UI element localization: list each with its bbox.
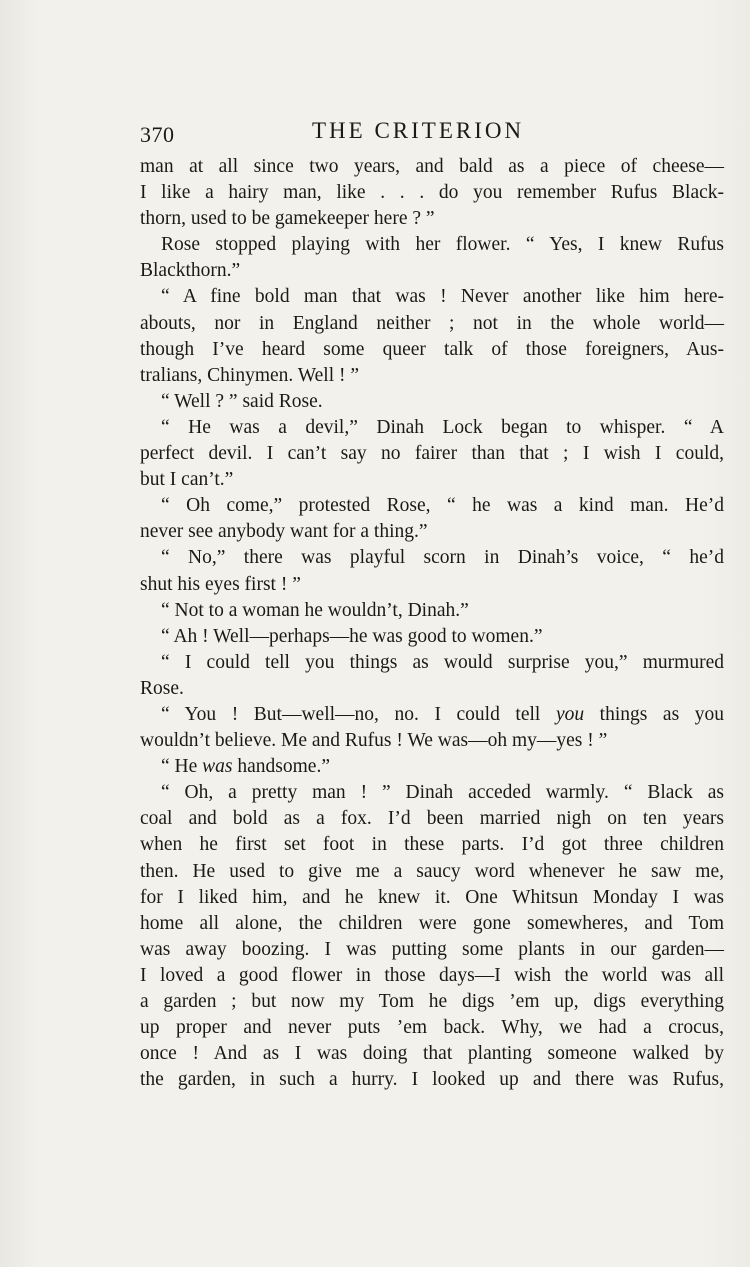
paragraph	[140, 415, 724, 493]
text-line: “ He was a devil,” Dinah Lock began to whisper. “ A	[161, 416, 724, 438]
text-line: wouldn’t believe. Me and Rufus ! We was—oh my—yes ! ”	[140, 730, 608, 752]
paragraph	[140, 284, 724, 388]
paragraph	[140, 754, 724, 780]
text-line: “ No,” there was playful scorn in Dinah’s voice, “ he’d	[161, 547, 724, 569]
emphasis: was	[202, 756, 233, 778]
paragraph	[140, 598, 724, 624]
text-line: tralians, Chinymen. Well ! ”	[140, 364, 360, 386]
text-line: home all alone, the children were gone somewheres, and Tom	[140, 912, 724, 934]
text-line: “ Oh, a pretty man ! ” Dinah acceded warmly. “ Black as	[161, 782, 724, 804]
text-line: never see anybody want for a thing.”	[140, 521, 428, 543]
page-header	[140, 118, 725, 148]
text-line: a garden ; but now my Tom he digs ’em up, digs everything	[140, 991, 724, 1012]
text-line: then. He used to give me a saucy word whenever he saw me,	[140, 860, 724, 882]
text-line: perfect devil. I can’t say no fairer than that ; I wish I could,	[140, 443, 724, 465]
text-line: abouts, nor in England neither ; not in the whole world—	[140, 312, 724, 334]
text-line: “ I could tell you things as would surprise you,” murmured	[161, 651, 724, 673]
text-line: I like a hairy man, like . . . do you remember Rufus Black-	[140, 182, 724, 204]
text-line: though I’ve heard some queer talk of those foreigners, Aus-	[140, 338, 724, 360]
paragraph	[140, 389, 724, 415]
text-line: “ Well ? ” said Rose.	[161, 390, 323, 412]
text-line: shut his eyes first ! ”	[140, 573, 301, 595]
paragraph	[140, 624, 724, 650]
text-line: when he first set foot in these parts. I’d got three children	[140, 834, 724, 856]
text-line: for I liked him, and he knew it. One Whitsun Monday I was	[140, 886, 724, 908]
text-line: was away boozing. I was putting some plants in our garden—	[140, 938, 724, 960]
text-line: once ! And as I was doing that planting someone walked by	[140, 1043, 724, 1065]
text-line: “ A fine bold man that was ! Never another like him here-	[161, 286, 724, 308]
page-number: 370	[140, 122, 175, 147]
text-line: coal and bold as a fox. I’d been married nigh on ten years	[140, 808, 724, 830]
text-line: Rose.	[140, 677, 184, 699]
paragraph	[140, 545, 724, 597]
text-line: Blackthorn.”	[140, 260, 241, 282]
paragraph	[140, 702, 724, 754]
text-line: “ He was handsome.”	[161, 756, 330, 778]
text-line: the garden, in such a hurry. I looked up and there was Rufus,	[140, 1069, 724, 1091]
text-line: “ Not to a woman he wouldn’t, Dinah.”	[161, 599, 469, 621]
text-line: but I can’t.”	[140, 469, 234, 491]
text-line: man at all since two years, and bald as a piece of cheese—	[140, 156, 724, 177]
body-text	[140, 154, 724, 1093]
running-title: THE CRITERION	[312, 118, 525, 143]
emphasis: you	[555, 703, 585, 725]
text-line: I loved a good flower in those days—I wish the world was all	[140, 964, 724, 986]
paragraph	[140, 493, 724, 545]
paragraph	[140, 232, 724, 284]
text-line: “ Oh come,” protested Rose, “ he was a kind man. He’d	[161, 495, 724, 517]
text-line: up proper and never puts ’em back. Why, we had a crocus,	[140, 1017, 724, 1039]
text-line: thorn, used to be gamekeeper here ? ”	[140, 208, 435, 230]
paragraph	[140, 780, 724, 1093]
text-line: “ You ! But—well—no, no. I could tell you things as you	[161, 703, 725, 725]
text-line: Rose stopped playing with her flower. “ Yes, I knew Rufus	[161, 234, 724, 256]
paragraph	[140, 154, 724, 232]
text-line: “ Ah ! Well—perhaps—he was good to women.”	[161, 625, 543, 647]
paragraph	[140, 650, 724, 702]
